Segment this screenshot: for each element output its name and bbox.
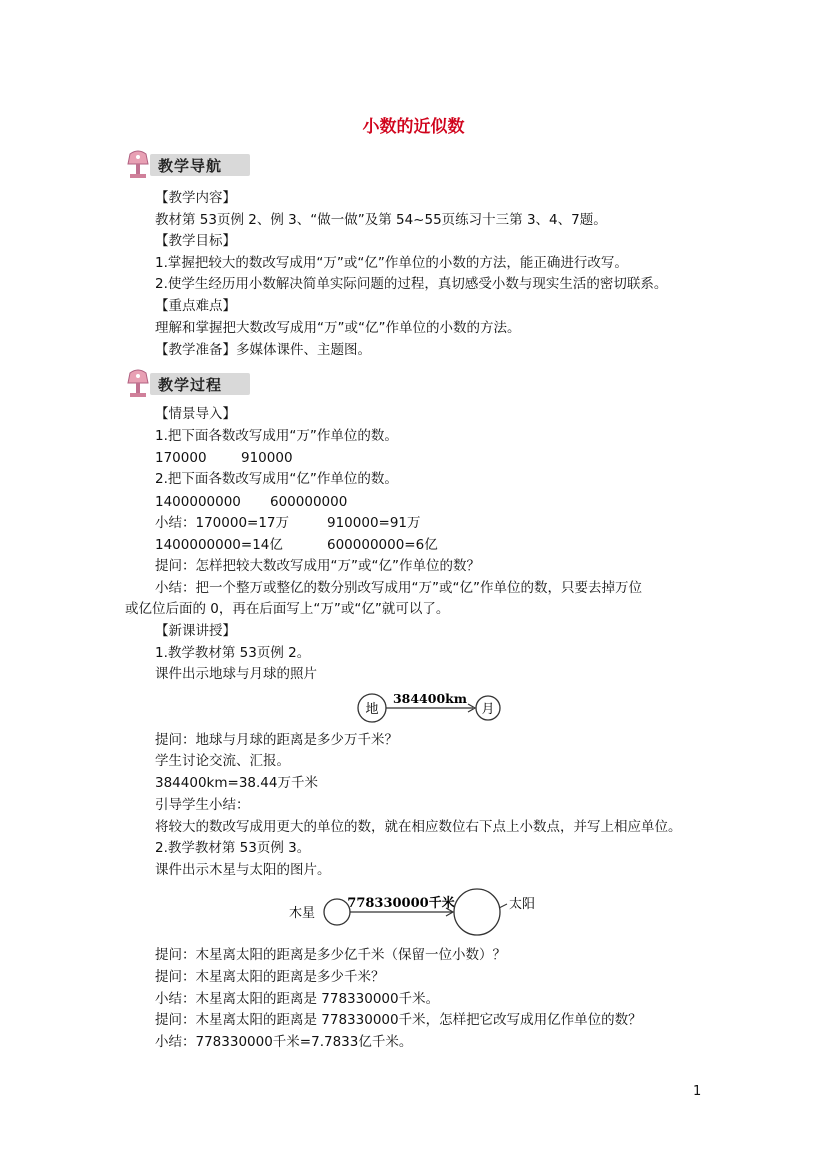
goal-2: 2.使学生经历用小数解决简单实际问题的过程，真切感受小数与现实生活的密切联系。	[155, 276, 668, 292]
example-3-ask-3: 提问：木星离太阳的距离是 778330000千米，怎样把它改写成用亿作单位的数？	[155, 1012, 642, 1028]
q2-number-a: 1400000000	[155, 494, 241, 510]
example-2-title: 1.教学教材第 53页例 2。	[155, 645, 311, 661]
jupiter-circle	[324, 899, 350, 925]
q1-number-a: 170000	[155, 450, 207, 466]
jupiter-sun-figure	[285, 884, 555, 940]
intro-heading: 【情景导入】	[155, 406, 236, 422]
goals-heading: 【教学目标】	[155, 233, 236, 249]
example-2-discuss: 学生讨论交流、汇报。	[155, 753, 290, 769]
question-2: 2.把下面各数改写成用“亿”作单位的数。	[155, 471, 398, 487]
summary-2b: 600000000=6亿	[327, 537, 438, 553]
ask-1: 提问：怎样把较大数改写成用“万”或“亿”作单位的数？	[155, 558, 480, 574]
q2-number-b: 600000000	[270, 494, 348, 510]
sun-circle	[454, 889, 500, 935]
moon-label: 月	[481, 702, 495, 717]
q1-number-b: 910000	[241, 450, 293, 466]
summary-3-line2: 或亿位后面的 0，再在后面写上“万”或“亿”就可以了。	[125, 601, 450, 617]
example-2-ask: 提问：地球与月球的距离是多少万千米？	[155, 732, 398, 748]
example-3-summary-2: 小结：778330000千米=7.7833亿千米。	[155, 1034, 413, 1050]
distance-label: 778330000千米	[347, 896, 455, 911]
goal-1: 1.掌握把较大的数改写成用“万”或“亿”作单位的小数的方法，能正确进行改写。	[155, 255, 628, 271]
summary-1a: 小结：170000=17万	[155, 515, 290, 531]
earth-moon-figure	[350, 688, 510, 728]
earth-label: 地	[365, 702, 379, 717]
content-text: 教材第 53页例 2、例 3、“做一做”及第 54~55页练习十三第 3、4、7题。	[155, 212, 607, 228]
example-2-show: 课件出示地球与月球的照片	[155, 666, 317, 682]
content-heading: 【教学内容】	[155, 190, 236, 206]
example-2-answer: 384400km=38.44万千米	[155, 775, 318, 791]
section-badge-process-label: 教学过程	[158, 376, 223, 394]
page-title: 小数的近似数	[362, 117, 465, 137]
example-2-summary: 将较大的数改写成用更大的单位的数，就在相应数位右下点上小数点，并写上相应单位。	[155, 819, 682, 835]
example-3-ask-1: 提问：木星离太阳的距离是多少亿千米（保留一位小数）？	[155, 947, 506, 963]
prep-text: 【教学准备】多媒体课件、主题图。	[155, 342, 371, 358]
section-badge-nav-label: 教学导航	[158, 157, 223, 175]
summary-3-line1: 小结：把一个整万或整亿的数分别改写成用“万”或“亿”作单位的数，只要去掉万位	[155, 580, 642, 596]
distance-label: 384400km	[392, 691, 468, 706]
question-1: 1.把下面各数改写成用“万”作单位的数。	[155, 428, 398, 444]
example-3-title: 2.教学教材第 53页例 3。	[155, 840, 311, 856]
example-3-ask-2: 提问：木星离太阳的距离是多少千米？	[155, 969, 385, 985]
section-badge-process	[120, 365, 252, 401]
example-3-summary-1: 小结：木星离太阳的距离是 778330000千米。	[155, 991, 440, 1007]
new-lesson-heading: 【新课讲授】	[155, 623, 236, 639]
key-text: 理解和掌握把大数改写成用“万”或“亿”作单位的小数的方法。	[155, 320, 521, 336]
example-3-show: 课件出示木星与太阳的图片。	[155, 862, 331, 878]
section-badge-nav	[120, 146, 252, 182]
page-number: 1	[693, 1084, 702, 1099]
summary-1b: 910000=91万	[327, 515, 421, 531]
example-2-guide: 引导学生小结：	[155, 797, 250, 813]
jupiter-label: 木星	[289, 906, 316, 921]
summary-2a: 1400000000=14亿	[155, 537, 283, 553]
sun-label: 太阳	[509, 897, 536, 912]
key-heading: 【重点难点】	[155, 298, 236, 314]
